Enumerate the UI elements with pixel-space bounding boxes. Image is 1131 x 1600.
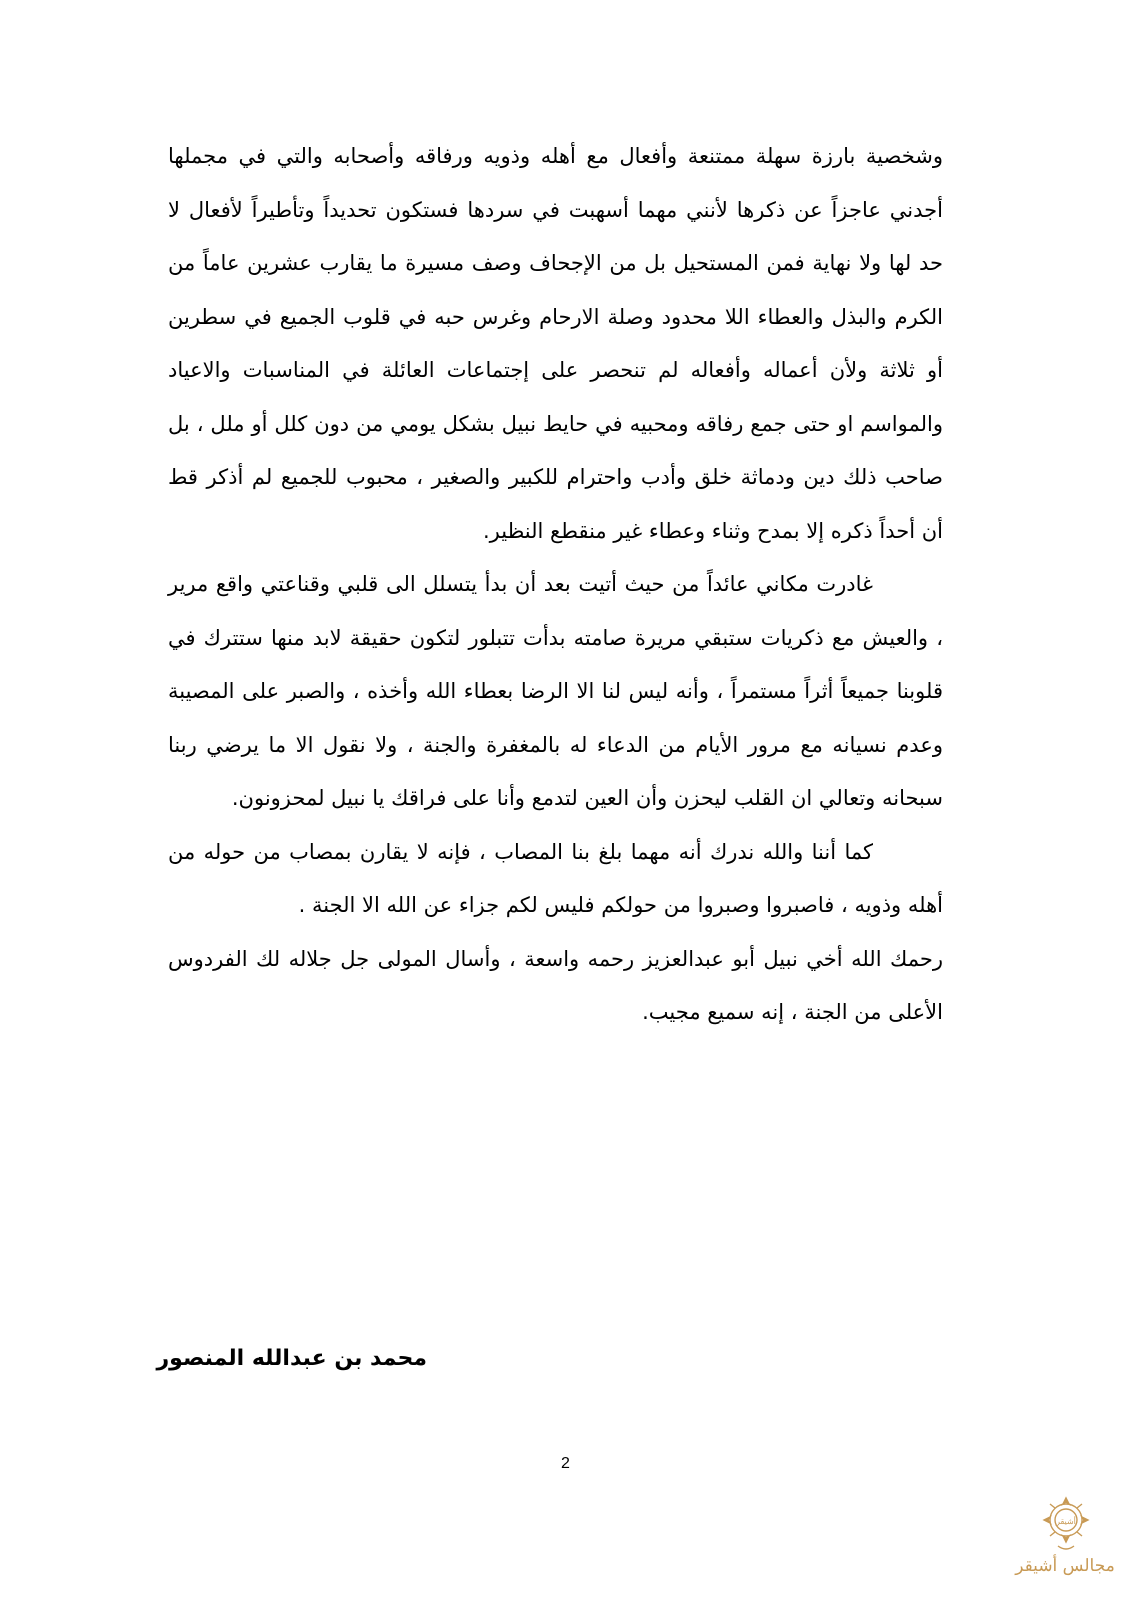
paragraph-4: رحمك الله أخي نبيل أبو عبدالعزيز رحمه واسعة ، وأسال المولى جل جلاله لك الفردوس الأعلى من الجنة ، إنه سميع مجيب. [168,946,943,1024]
seal-text: أشيقر [1056,1517,1076,1526]
body-text [168,130,943,1040]
paragraph-3: كما أننا والله ندرك أنه مهما بلغ بنا المصاب ، فإنه لا يقارن بمصاب من حوله من أهله وذويه ، فاصبروا وصبروا من حولكم فليس لكم جزاء عن الله الا الجنة . [168,839,943,917]
paragraph-1: وشخصية بارزة سهلة ممتنعة وأفعال مع أهله وذويه ورفاقه وأصحابه والتي في مجملها أجدني عاجزاً عن ذكرها لأنني مهما أسهبت في سردها فستكون تحديداً وتأطيراً لأفعال لا حد لها ولا نهاية فمن المستحيل بل من الإجحاف وصف مسيرة ما يقارب عشرين عاماً من الكرم والبذل والعطاء اللا محدود وصلة الارحام وغرس حبه في قلوب الجميع في سطرين أو ثلاثة ولأن أعماله وأفعاله لم تنحصر على إجتماعات العائلة في المناسبات والاعياد والمواسم او حتى جمع رفاقه ومحبيه في حايط نبيل بشكل يومي من دون كلل أو ملل ، بل صاحب ذلك دين ودماثة خلق وأدب واحترام للكبير والصغير ، محبوب للجميع لم أذكر قط أن أحداً ذكره إلا بمدح وثناء وعطاء غير منقطع النظير. [168,144,943,543]
ornate-seal-icon [1038,1490,1094,1554]
paragraph-2: غادرت مكاني عائداً من حيث أتيت بعد أن بدأ يتسلل الى قلبي وقناعتي واقع مرير ، والعيش مع ذكريات ستبقي مريرة صامته بدأت تتبلور لتكون حقيقة لابد منها ستترك في قلوبنا جميعاً أثراً مستمراً ، وأنه ليس لنا الا الرضا بعطاء الله وأخذه ، والصبر على المصيبة وعدم نسيانه مع مرور الأيام من الدعاء له بالمغفرة والجنة ، ولا نقول الا ما يرضي ربنا سبحانه وتعالي ان القلب ليحزن وأن العين لتدمع وأنا على فراقك يا نبيل لمحزونون. [168,572,943,810]
watermark-text: مجالس أشيقر [1015,1556,1115,1576]
author-signature: محمد بن عبدالله المنصور [156,1346,427,1371]
page-number: 2 [561,1455,570,1472]
watermark-logo [1010,1490,1120,1595]
